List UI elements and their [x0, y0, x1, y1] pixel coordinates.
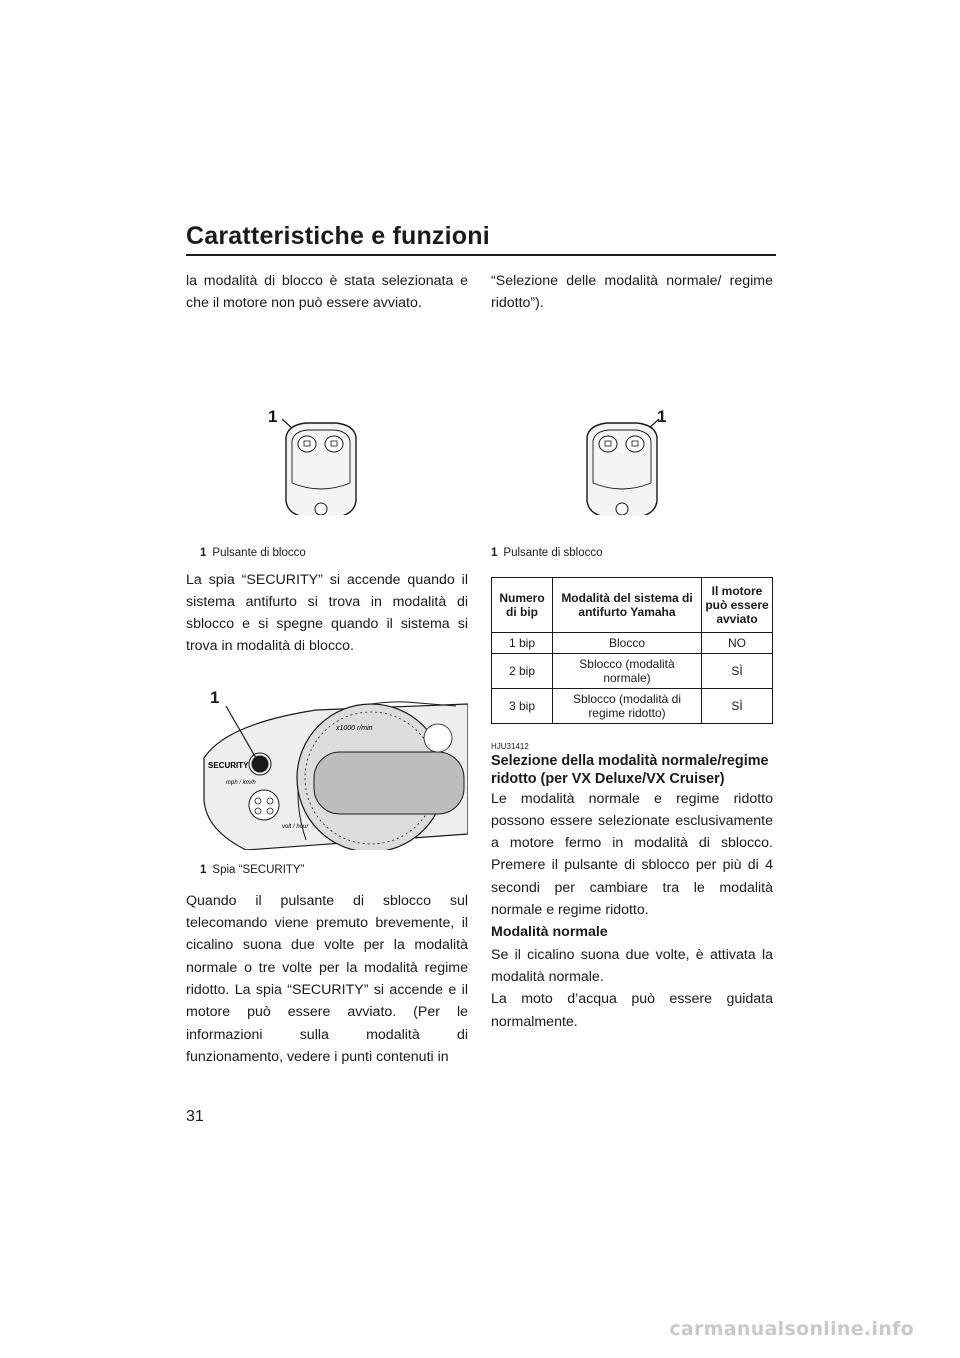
meter-figure — [186, 672, 468, 890]
table-row — [492, 653, 773, 688]
table-row — [492, 632, 773, 653]
table-cell: SÌ — [702, 688, 773, 723]
remote-unlock-figure — [491, 315, 773, 559]
table-cell: SÌ — [702, 653, 773, 688]
volt-label: volt / hour — [282, 823, 309, 830]
table-cell: Blocco — [553, 632, 702, 653]
table-cell: Sblocco (modalità di regime ridotto) — [553, 688, 702, 723]
watermark: carmanualsonline.info — [669, 1318, 914, 1340]
caption-number: 1 — [200, 546, 207, 559]
figure-caption — [186, 864, 304, 876]
table-header-row — [492, 577, 773, 632]
figure-caption — [477, 547, 603, 559]
section-heading: Selezione della modalità normale/regime ridotto (per VX Deluxe/VX Cruiser) — [491, 752, 769, 787]
table-row — [492, 688, 773, 723]
caption-text: Pulsante di sblocco — [503, 546, 603, 559]
table-header: Il motore può essere avviato — [702, 577, 773, 632]
figure-callout: 1 — [210, 687, 220, 707]
page-title: Caratteristiche e funzioni — [186, 222, 490, 250]
remote-control-icon — [491, 315, 773, 515]
rpm-label: x1000 r/min — [336, 724, 373, 732]
title-rule — [186, 254, 776, 256]
left-intro-text: la modalità di blocco è stata selezionata e che il motore non può essere avviato. — [186, 273, 468, 312]
security-label: SECURITY — [208, 760, 249, 770]
beep-table — [491, 577, 773, 724]
page-number: 31 — [186, 1108, 204, 1125]
mph-label: mph / km/h — [226, 779, 256, 786]
caption-text: Spia “SECURITY” — [212, 863, 305, 876]
section-code: HJU31412 — [491, 741, 529, 751]
table-header: Modalità del sistema di antifurto Yamaha — [553, 577, 702, 632]
table-cell: 1 bip — [492, 632, 553, 653]
table-cell: 3 bip — [492, 688, 553, 723]
figure-caption — [186, 547, 306, 559]
normal-mode-paragraph: Se il cicalino suona due volte, è attivata la modalità normale. — [491, 946, 773, 985]
table-cell: 2 bip — [492, 653, 553, 688]
remote-control-icon — [186, 315, 468, 515]
right-intro-text: “Selezione delle modalità normale/ regime ridotto”). — [491, 273, 773, 312]
table-header: Numero di bip — [492, 577, 553, 632]
caption-number: 1 — [200, 863, 207, 876]
figure-callout: 1 — [268, 406, 278, 426]
right-column — [491, 270, 773, 1033]
left-column — [186, 270, 468, 1068]
caption-text: Pulsante di blocco — [212, 546, 306, 559]
instrument-panel-icon — [186, 680, 468, 850]
caption-number: 1 — [491, 546, 498, 559]
normal-mode-drive-paragraph: La moto d’acqua può essere guidata normalmente. — [491, 991, 773, 1030]
remote-lock-figure — [186, 315, 468, 559]
mode-select-paragraph: Le modalità normale e regime ridotto possono essere selezionate esclusivamente a motore fermo in modalità di sblocco. Premere il pulsante di sblocco per più di 4 secondi per cambiare tra le modalità normale e regime ridotto. — [491, 790, 773, 919]
table-cell: Sblocco (modalità normale) — [553, 653, 702, 688]
figure-callout: 1 — [657, 406, 667, 426]
normal-mode-heading: Modalità normale — [491, 924, 608, 941]
left-security-paragraph: La spia “SECURITY” si accende quando il sistema antifurto si trova in modalità di sblocco e si spegne quando il sistema si trova in modalità di blocco. — [186, 571, 468, 655]
left-unlock-paragraph: Quando il pulsante di sblocco sul telecomando viene premuto brevemente, il cicalino suona due volte per la modalità normale o tre volte per la modalità regime ridotto. La spia “SECURITY” si accende e il motore può essere avviato. (Per le informazioni sulla modalità di funzionamento, vedere i punti contenuti in — [186, 892, 468, 1065]
table-cell: NO — [702, 632, 773, 653]
